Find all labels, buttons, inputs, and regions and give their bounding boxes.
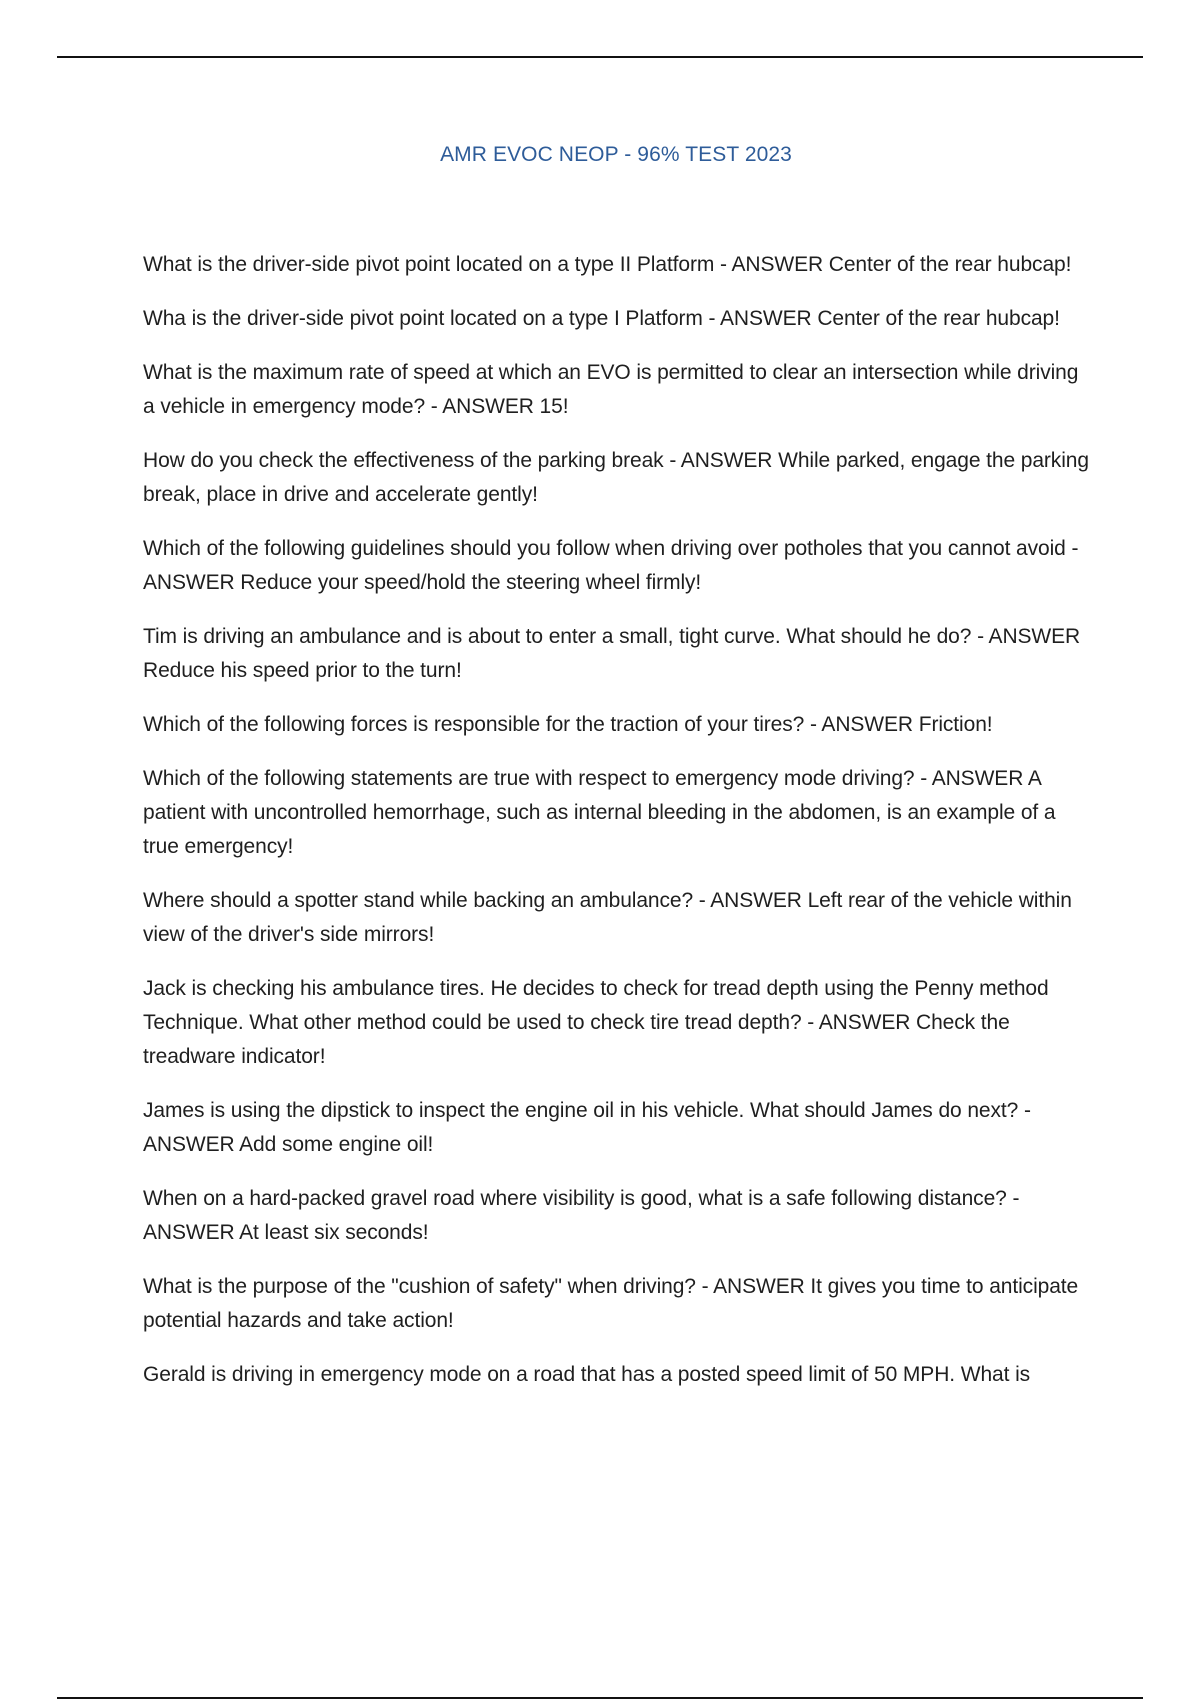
qa-item-12: When on a hard-packed gravel road where visibility is good, what is a safe following distance? - ANSWER At least six seconds! bbox=[143, 1187, 1020, 1244]
qa-item-7: Which of the following forces is responsible for the traction of your tires? - ANSWER Friction! bbox=[143, 713, 993, 736]
qa-item-2: Wha is the driver-side pivot point located on a type I Platform - ANSWER Center of the rear hubcap! bbox=[143, 307, 1060, 330]
qa-list bbox=[143, 248, 1093, 1412]
qa-item-1: What is the driver-side pivot point located on a type II Platform - ANSWER Center of the rear hubcap! bbox=[143, 253, 1072, 276]
qa-item-6: Tim is driving an ambulance and is about to enter a small, tight curve. What should he do? - ANSWER Reduce his speed prior to the turn! bbox=[143, 625, 1081, 682]
top-rule bbox=[57, 56, 1143, 58]
qa-item-10: Jack is checking his ambulance tires. He decides to check for tread depth using the Penny method Technique. What other method could be used to check tire tread depth? - ANSWER Check the treadware indicator! bbox=[143, 977, 1049, 1068]
qa-item-9: Where should a spotter stand while backing an ambulance? - ANSWER Left rear of the vehicle within view of the driver's side mirrors! bbox=[143, 889, 1072, 946]
qa-item-3: What is the maximum rate of speed at which an EVO is permitted to clear an intersection while driving a vehicle in emergency mode? - ANSWER 15! bbox=[143, 361, 1079, 418]
qa-item-5: Which of the following guidelines should you follow when driving over potholes that you cannot avoid - ANSWER Reduce your speed/hold the steering wheel firmly! bbox=[143, 537, 1079, 594]
qa-item-4: How do you check the effectiveness of the parking break - ANSWER While parked, engage the parking break, place in drive and accelerate gently! bbox=[143, 449, 1089, 506]
qa-item-13: What is the purpose of the "cushion of safety" when driving? - ANSWER It gives you time to anticipate potential hazards and take action! bbox=[143, 1275, 1079, 1332]
bottom-rule bbox=[57, 1697, 1143, 1699]
qa-item-11: James is using the dipstick to inspect the engine oil in his vehicle. What should James do next? - ANSWER Add some engine oil! bbox=[143, 1099, 1031, 1156]
qa-item-8: Which of the following statements are true with respect to emergency mode driving? - ANSWER A patient with uncontrolled hemorrhage, such as internal bleeding in the abdomen, is an example of a true emergency! bbox=[143, 767, 1056, 858]
qa-item-14: Gerald is driving in emergency mode on a road that has a posted speed limit of 50 MPH. What is bbox=[143, 1363, 1031, 1386]
document-title: AMR EVOC NEOP - 96% TEST 2023 bbox=[440, 143, 792, 166]
